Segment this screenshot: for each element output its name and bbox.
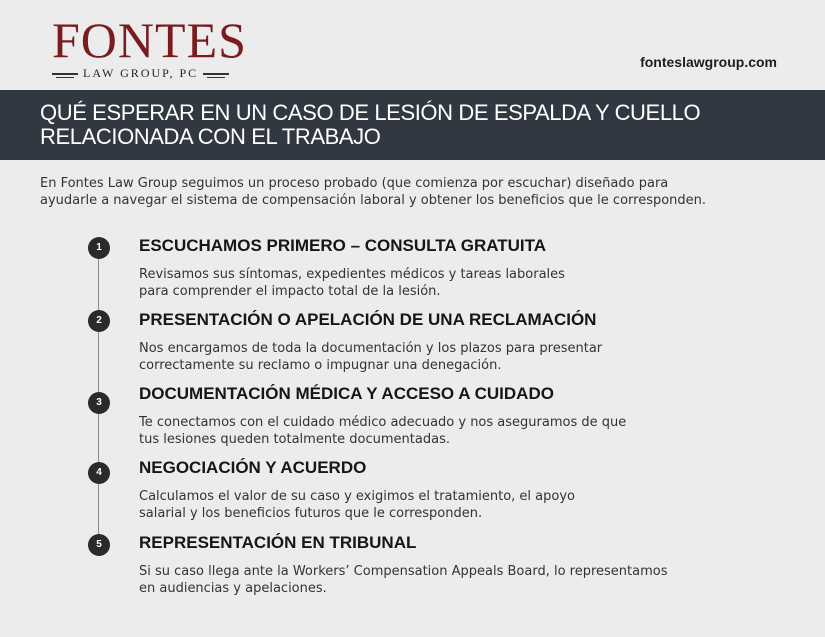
step-description-line: Te conectamos con el cuidado médico adecuado y nos aseguramos de que	[139, 415, 627, 430]
logo-name: FONTES	[52, 12, 247, 68]
intro-paragraph	[40, 175, 800, 209]
logo-tagline: LAW GROUP, PC	[83, 66, 199, 80]
step-title: PRESENTACIÓN O APELACIÓN DE UNA RECLAMACIÓN	[139, 310, 597, 329]
company-logo[interactable]	[52, 14, 264, 81]
intro-line-1: En Fontes Law Group seguimos un proceso probado (que comienza por escuchar) diseñado para	[40, 176, 669, 191]
step-description-line: Si su caso llega ante la Workers’ Compensation Appeals Board, lo representamos	[139, 564, 668, 579]
step-description-line: Nos encargamos de toda la documentación y los plazos para presentar	[139, 341, 603, 356]
step-title: ESCUCHAMOS PRIMERO – CONSULTA GRATUITA	[139, 236, 547, 255]
step-description	[139, 563, 739, 597]
title-banner	[0, 90, 825, 160]
logo-divider-left	[52, 73, 78, 75]
step-number-badge: 1	[88, 237, 110, 259]
logo-divider-right	[203, 73, 229, 75]
step-description-line: correctamente su reclamo o impugnar una denegación.	[139, 358, 502, 373]
step-number-badge: 3	[88, 392, 110, 414]
step-description-line: salarial y los beneficios futuros que le corresponden.	[139, 506, 483, 521]
step-number-badge: 2	[88, 310, 110, 332]
page-title-line-2: RELACIONADA CON EL TRABAJO	[40, 124, 381, 149]
step-description-line: en audiencias y apelaciones.	[139, 581, 327, 596]
step-description	[139, 414, 739, 448]
page-title	[40, 101, 800, 149]
step-description	[139, 266, 739, 300]
step-description-line: para comprender el impacto total de la lesión.	[139, 284, 441, 299]
page-title-line-1: QUÉ ESPERAR EN UN CASO DE LESIÓN DE ESPALDA Y CUELLO	[40, 100, 701, 125]
step-title: DOCUMENTACIÓN MÉDICA Y ACCESO A CUIDADO	[139, 384, 554, 403]
step-number-badge: 5	[88, 534, 110, 556]
step-description	[139, 340, 739, 374]
step-title: NEGOCIACIÓN Y ACUERDO	[139, 458, 367, 477]
step-description	[139, 488, 739, 522]
step-description-line: Revisamos sus síntomas, expedientes médicos y tareas laborales	[139, 267, 565, 282]
step-description-line: Calculamos el valor de su caso y exigimos el tratamiento, el apoyo	[139, 489, 575, 504]
step-description-line: tus lesiones queden totalmente documentadas.	[139, 432, 450, 447]
logo-tagline-row	[52, 66, 264, 81]
step-number-badge: 4	[88, 462, 110, 484]
website-link[interactable]: fonteslawgroup.com	[640, 54, 777, 70]
intro-line-2: ayudarle a navegar el sistema de compensación laboral y obtener los beneficios que le corresponden.	[40, 193, 707, 208]
step-title: REPRESENTACIÓN EN TRIBUNAL	[139, 533, 417, 552]
